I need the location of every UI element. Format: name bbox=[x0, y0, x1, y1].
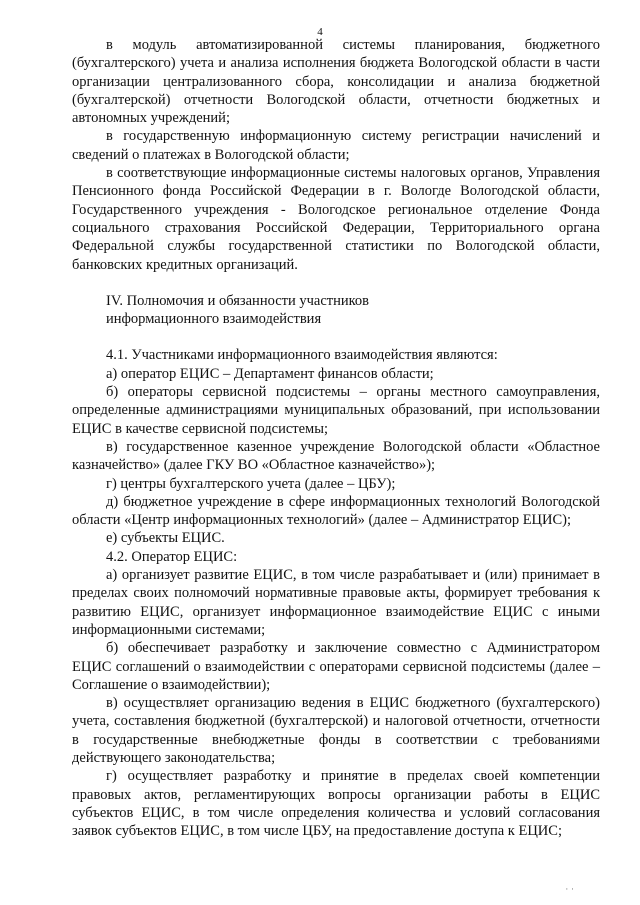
paragraph: б) обеспечивает разработку и заключение совместно с Администратором ЕЦИС соглашений о взаимодействии с операторами сервисной подсистемы (далее – Соглашение о взаимодействии); bbox=[72, 640, 600, 693]
page-number: 4 bbox=[317, 26, 323, 38]
paragraph: 4.2. Оператор ЕЦИС: bbox=[106, 548, 238, 565]
section-heading-line-1: IV. Полномочия и обязанности участников bbox=[106, 292, 370, 309]
paragraph: е) субъекты ЕЦИС. bbox=[106, 530, 225, 547]
paragraph: а) оператор ЕЦИС – Департамент финансов области; bbox=[106, 365, 434, 382]
section-spacer bbox=[72, 328, 600, 346]
paragraph: г) центры бухгалтерского учета (далее – ЦБУ); bbox=[106, 475, 396, 492]
paragraph: в соответствующие информационные системы налоговых органов, Управления Пенсионного фонда Российской Федерации в г. Вологде Вологодской области, Государственного учреждения - Вологодское региональное отделение Фонда социального страхования Российской Федерации, Территориального органа Федеральной службы государственной статистики по Вологодской области, банковских кредитных организаций. bbox=[72, 165, 600, 273]
paragraph: в) осуществляет организацию ведения в ЕЦИС бюджетного (бухгалтерского) учета, составления бюджетной (бухгалтерской) и налоговой отчетности, отчетности в государственные внебюджетные фонды в соответствии с требованиями действующего законодательства; bbox=[72, 695, 600, 766]
paragraph: г) осуществляет разработку и принятие в пределах своей компетенции правовых актов, регламентирующих вопросы организации работы в ЕЦИС субъектов ЕЦИС, в том числе определения количества и условий согласования заявок субъектов ЕЦИС, в том числе ЦБУ, на предоставление доступа к ЕЦИС; bbox=[72, 768, 600, 840]
page-content bbox=[72, 36, 600, 840]
paragraph: д) бюджетное учреждение в сфере информационных технологий Вологодской области «Центр информационных технологий» (далее – Администратор ЕЦИС); bbox=[72, 493, 600, 529]
paragraph: а) организует развитие ЕЦИС, в том числе разрабатывает и (или) принимает в пределах своих полномочий нормативные правовые акты, формирует требования к развитию ЕЦИС, организует информационное взаимодействие ЕЦИС с иными информационными системами; bbox=[72, 567, 600, 638]
section-spacer bbox=[72, 274, 600, 292]
section-heading-line-2: информационного взаимодействия bbox=[106, 311, 322, 328]
paragraph: в модуль автоматизированной системы планирования, бюджетного (бухгалтерского) учета и анализа исполнения бюджета Вологодской области в части организации централизованного сбора, консолидации и анализа бюджетной (бухгалтерской) отчетности Вологодской области, отчетности бюджетных и автономных учреждений; bbox=[72, 37, 600, 127]
paragraph: в) государственное казенное учреждение Вологодской области «Областное казначейство» (далее ГКУ ВО «Областное казначейство»); bbox=[72, 438, 600, 474]
paragraph: 4.1. Участниками информационного взаимодействия являются: bbox=[106, 347, 498, 364]
paragraph: в государственную информационную систему регистрации начислений и сведений о платежах в Вологодской области; bbox=[72, 128, 600, 163]
paragraph: б) операторы сервисной подсистемы – органы местного самоуправления, определенные администрациями муниципальных образований, при использовании ЕЦИС в качестве сервисной подсистемы; bbox=[72, 384, 600, 437]
corner-mark: · · bbox=[565, 885, 574, 895]
